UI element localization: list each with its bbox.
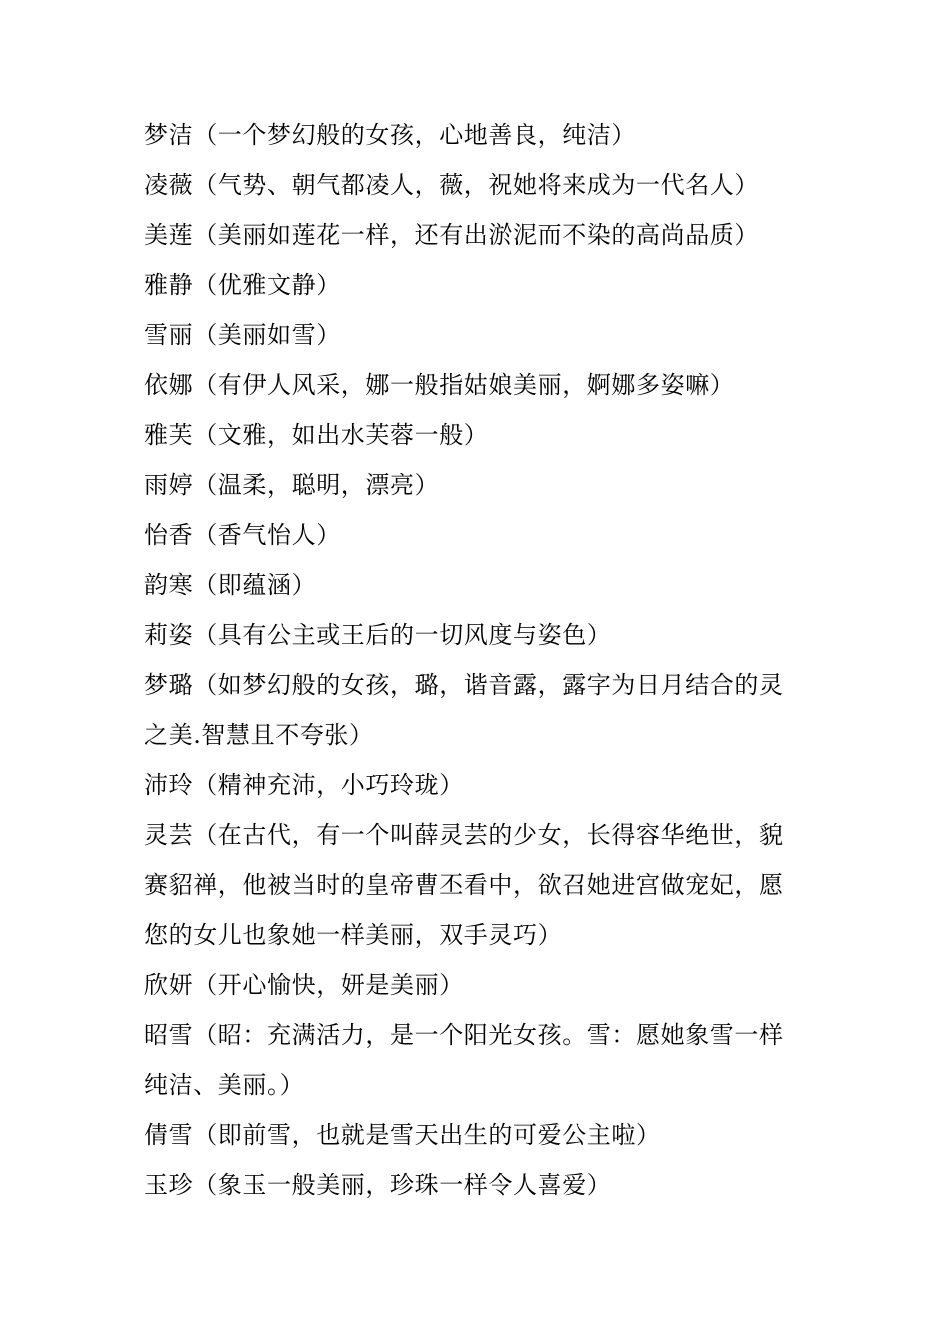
text-line: 依娜（有伊人风采，娜一般指姑娘美丽，婀娜多姿嘛） [144,371,735,399]
text-line: 倩雪（即前雪，也就是雪天出生的可爱公主啦） [144,1121,661,1149]
text-line: 灵芸（在古代，有一个叫薛灵芸的少女，长得容华绝世，貌 [144,821,784,849]
text-line: 雅静（优雅文静） [144,271,341,299]
text-line: 赛貂禅，他被当时的皇帝曹丕看中，欲召她进宫做宠妃，愿 [144,871,784,899]
text-line: 昭雪（昭：充满活力，是一个阳光女孩。雪：愿她象雪一样 [144,1021,784,1049]
document-body [144,110,814,1210]
text-line: 您的女儿也象她一样美丽，双手灵巧） [144,921,563,949]
text-line: 韵寒（即蕴涵） [144,571,317,599]
text-line: 雅芙（文雅，如出水芙蓉一般） [144,421,489,449]
text-line: 玉珍（象玉一般美丽，珍珠一样令人喜爱） [144,1171,612,1199]
text-line: 纯洁、美丽。） [144,1071,305,1099]
text-line: 怡香（香气怡人） [144,521,341,549]
text-line: 美莲（美丽如莲花一样，还有出淤泥而不染的高尚品质） [144,221,759,249]
text-line: 凌薇（气势、朝气都凌人，薇，祝她将来成为一代名人） [144,171,759,199]
text-line: 雪丽（美丽如雪） [144,321,341,349]
text-line: 欣妍（开心愉快，妍是美丽） [144,971,464,999]
text-line: 梦璐（如梦幻般的女孩，璐，谐音露，露字为日月结合的灵 [144,671,784,699]
text-line: 莉姿（具有公主或王后的一切风度与姿色） [144,621,612,649]
text-line: 之美.智慧且不夸张） [144,721,374,749]
text-line: 沛玲（精神充沛，小巧玲珑） [144,771,464,799]
text-line: 梦洁（一个梦幻般的女孩，心地善良，纯洁） [144,121,636,149]
text-line: 雨婷（温柔，聪明，漂亮） [144,471,440,499]
